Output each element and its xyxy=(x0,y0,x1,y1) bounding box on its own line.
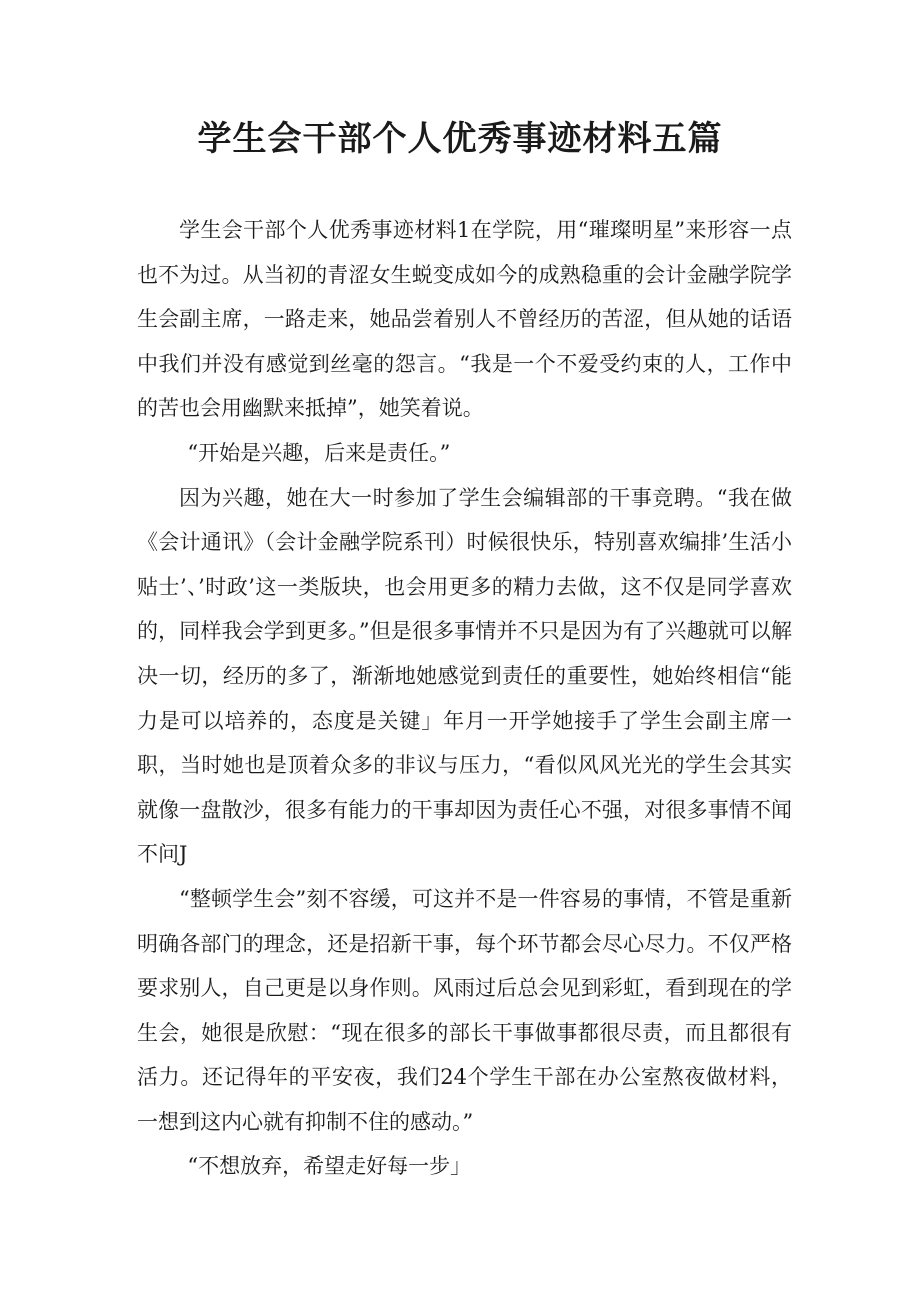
document-title: 学生会干部个人优秀事迹材料五篇 xyxy=(197,119,723,159)
paragraph-reform: “整顿学生会”刻不容缓，可这并不是一件容易的事情，不管是重新明确各部门的理念，还是招新干事，每个环节都会尽心尽力。不仅严格要求别人，自己更是以身作则。风雨过后总会见到彩虹，看到现在的学生会，她很是欣慰：“现在很多的部长干事做事都很尽责，而且都很有活力。还记得年的平安夜，我们24个学生干部在办公室熬夜做材料，一想到这内心就有抑制不住的感动。” xyxy=(137,886,792,1134)
paragraph-quote-interest: “开始是兴趣，后来是责任。” xyxy=(187,440,451,465)
paragraph-interest: 因为兴趣，她在大一时参加了学生会编辑部的干事竞聘。“我在做《会计通讯》（会计金融学院系刊）时候很快乐，特别喜欢编排’生活小贴士’、’时政’这一类版块，也会用更多的精力去做，这不仅是同学喜欢的，同样我会学到更多。”但是很多事情并不只是因为有了兴趣就可以解决一切，经历的多了，渐渐地她感觉到责任的重要性，她始终相信“能力是可以培养的，态度是关键」年月一开学她接手了学生会副主席一职，当时她也是顶着众多的非议与压力，“看似风风光光的学生会其实就像一盘散沙，很多有能力的干事却因为责任心不强，对很多事情不闻不问J xyxy=(137,485,792,867)
document-body xyxy=(137,208,792,1189)
paragraph-intro: 学生会干部个人优秀事迹材料1在学院，用“璀璨明星”来形容一点也不为过。从当初的青涩女生蜕变成如今的成熟稳重的会计金融学院学生会副主席，一路走来，她品尝着别人不曾经历的苦涩，但从她的话语中我们并没有感觉到丝毫的怨言。“我是一个不爱受约束的人，工作中的苦也会用幽默来抵掉”，她笑着说。 xyxy=(137,218,792,421)
paragraph-quote-persist: “不想放弃，希望走好每一步」 xyxy=(187,1154,472,1179)
